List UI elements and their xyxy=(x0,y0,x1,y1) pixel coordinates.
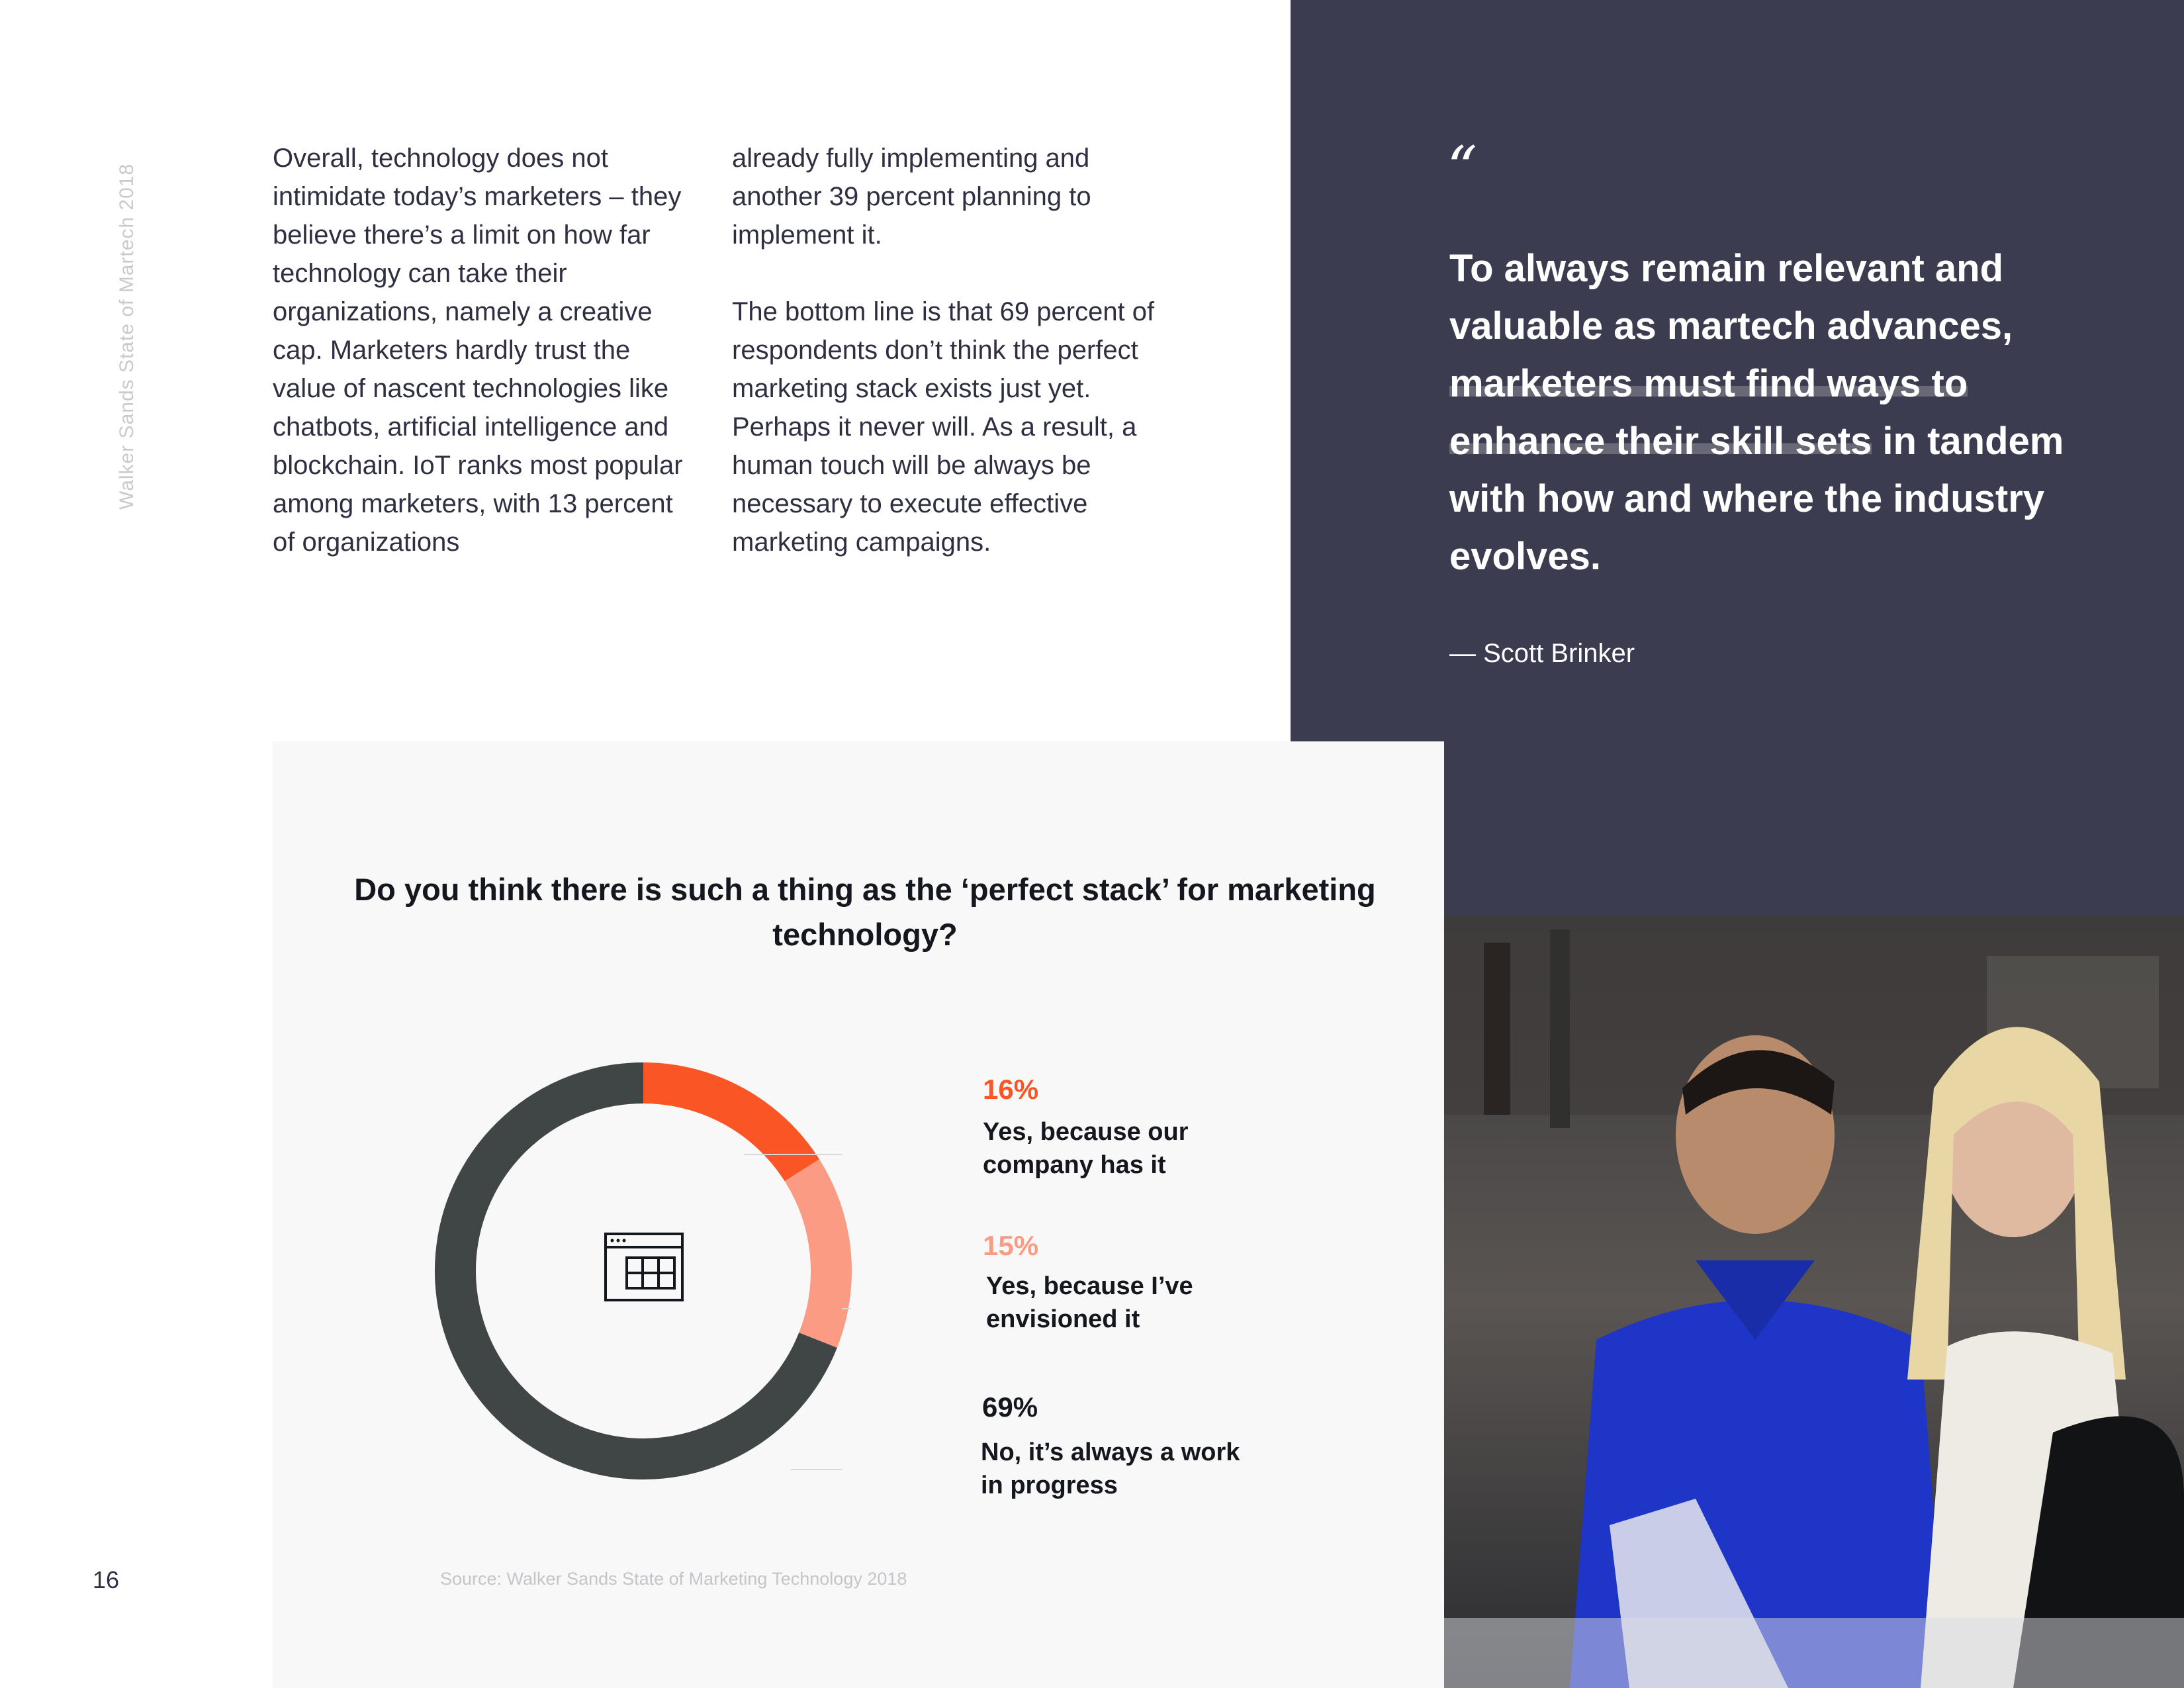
donut-slice-1 xyxy=(643,1083,802,1170)
quote-highlight: marketers must find ways to enhance their skill sets xyxy=(1449,362,1968,463)
quote-text: To always remain relevant and valuable as martech advances, xyxy=(1449,247,2013,348)
quote-mark-icon: “ xyxy=(1447,134,1478,203)
quote-attribution: — Scott Brinker xyxy=(1449,639,1635,668)
body-paragraph: The bottom line is that 69 percent of respondents don’t think the perfect marketing stack exists just yet. Perhaps it never will. As a result, a human touch will be always be necessary to execute effective marketing campaigns. xyxy=(732,297,1155,557)
side-title: Walker Sands State of Martech 2018 xyxy=(116,163,138,510)
slice-pct-3: 69% xyxy=(982,1391,1038,1423)
slice-pct-2: 15% xyxy=(983,1230,1039,1261)
slice-label-2: Yes, because I’ve envisioned it xyxy=(986,1272,1193,1333)
pull-quote xyxy=(1449,240,2098,585)
donut-slice-2 xyxy=(802,1170,831,1340)
browser-grid-icon xyxy=(606,1234,682,1300)
slice-pct-1: 16% xyxy=(983,1074,1039,1105)
chart-card xyxy=(273,741,1444,1688)
body-column-1 xyxy=(273,139,696,561)
quote-text: in tandem with how and where the industry evolves. xyxy=(1449,420,2064,578)
body-paragraph: already fully implementing and another 39 percent planning to implement it. xyxy=(732,144,1091,250)
meeting-photo xyxy=(1444,916,2184,1688)
chart-source: Source: Walker Sands State of Marketing Technology 2018 xyxy=(440,1569,907,1589)
slice-label-1: Yes, because our company has it xyxy=(983,1118,1189,1179)
chart-title: Do you think there is such a thing as the ‘perfect stack’ for marketing technology? xyxy=(354,872,1376,952)
donut-chart xyxy=(405,1033,882,1509)
body-paragraph: Overall, technology does not intimidate today’s marketers – they believe there’s a limit on how far technology can take their organizations, namely a creative cap. Marketers hardly trust the value of nascent technologies like chatbots, artificial intelligence and blockchain. IoT ranks most popular among marketers, with 13 percent of organizations xyxy=(273,144,683,557)
slice-label-3: No, it’s always a work in progress xyxy=(981,1438,1240,1499)
body-column-2 xyxy=(732,139,1156,561)
page-number: 16 xyxy=(93,1566,120,1593)
photo-illustration xyxy=(1444,916,2184,1688)
